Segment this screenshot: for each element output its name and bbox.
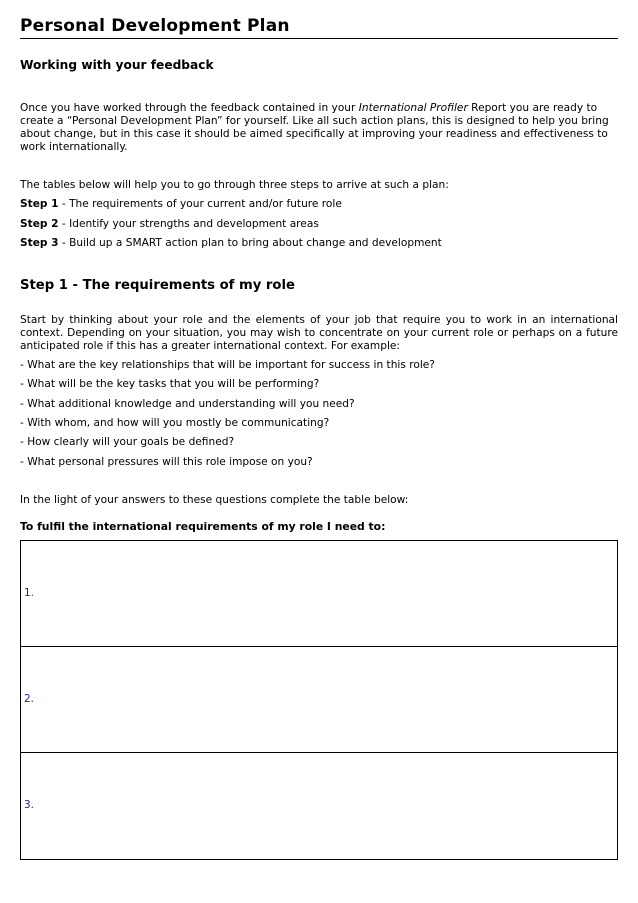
step-text: - Identify your strengths and development areas <box>58 218 319 230</box>
intro-paragraph <box>20 102 618 154</box>
step-line-1 <box>20 198 342 211</box>
question-item: - What will be the key tasks that you will be performing? <box>20 378 320 390</box>
intro-text-2: Report you are ready to create a “Personal Development Plan” for yourself. Like all such action plans, this is designed to help you bring about change, but in this case it should be aimed specifically at improving your readiness and effectiveness to work internationally. <box>20 102 609 153</box>
table-title: To fulfil the international requirements of my role I need to: <box>20 520 386 533</box>
page-title: Personal Development Plan <box>20 16 290 36</box>
intro-text-1: Once you have worked through the feedback contained in your <box>20 102 359 114</box>
question-item: - What are the key relationships that will be important for success in this role? <box>20 359 435 371</box>
title-rule <box>20 38 618 39</box>
question-item: - What personal pressures will this role impose on you? <box>20 456 313 468</box>
table-row[interactable] <box>21 753 617 859</box>
table-row[interactable] <box>21 541 617 647</box>
step-line-3 <box>20 237 442 250</box>
step-line-2 <box>20 218 319 231</box>
step-label: Step 2 <box>20 218 59 230</box>
question-item: - What additional knowledge and understanding will you need? <box>20 398 355 410</box>
question-item: - How clearly will your goals be defined? <box>20 436 235 448</box>
step-label: Step 1 <box>20 198 59 210</box>
step1-paragraph: Start by thinking about your role and the elements of your job that require you to work in an international context. Depending on your situation, you may wish to concentrate on your current role or perhaps on a future anticipated role if this has a greater international context. For example: <box>20 314 618 352</box>
step-text: - The requirements of your current and/or future role <box>58 198 342 210</box>
table-row[interactable] <box>21 647 617 753</box>
section-subtitle: Working with your feedback <box>20 58 214 72</box>
row-number: 1. <box>24 587 34 599</box>
steps-intro: The tables below will help you to go through three steps to arrive at such a plan: <box>20 179 449 191</box>
question-item: - With whom, and how will you mostly be communicating? <box>20 417 330 429</box>
light-of-answers-text: In the light of your answers to these questions complete the table below: <box>20 494 409 506</box>
step-label: Step 3 <box>20 237 59 249</box>
intro-italic-text: International Profiler <box>358 102 468 114</box>
requirements-table <box>20 540 618 860</box>
row-number: 3. <box>24 799 34 811</box>
step1-heading: Step 1 - The requirements of my role <box>20 278 295 293</box>
step-text: - Build up a SMART action plan to bring about change and development <box>58 237 442 249</box>
row-number: 2. <box>24 693 34 705</box>
